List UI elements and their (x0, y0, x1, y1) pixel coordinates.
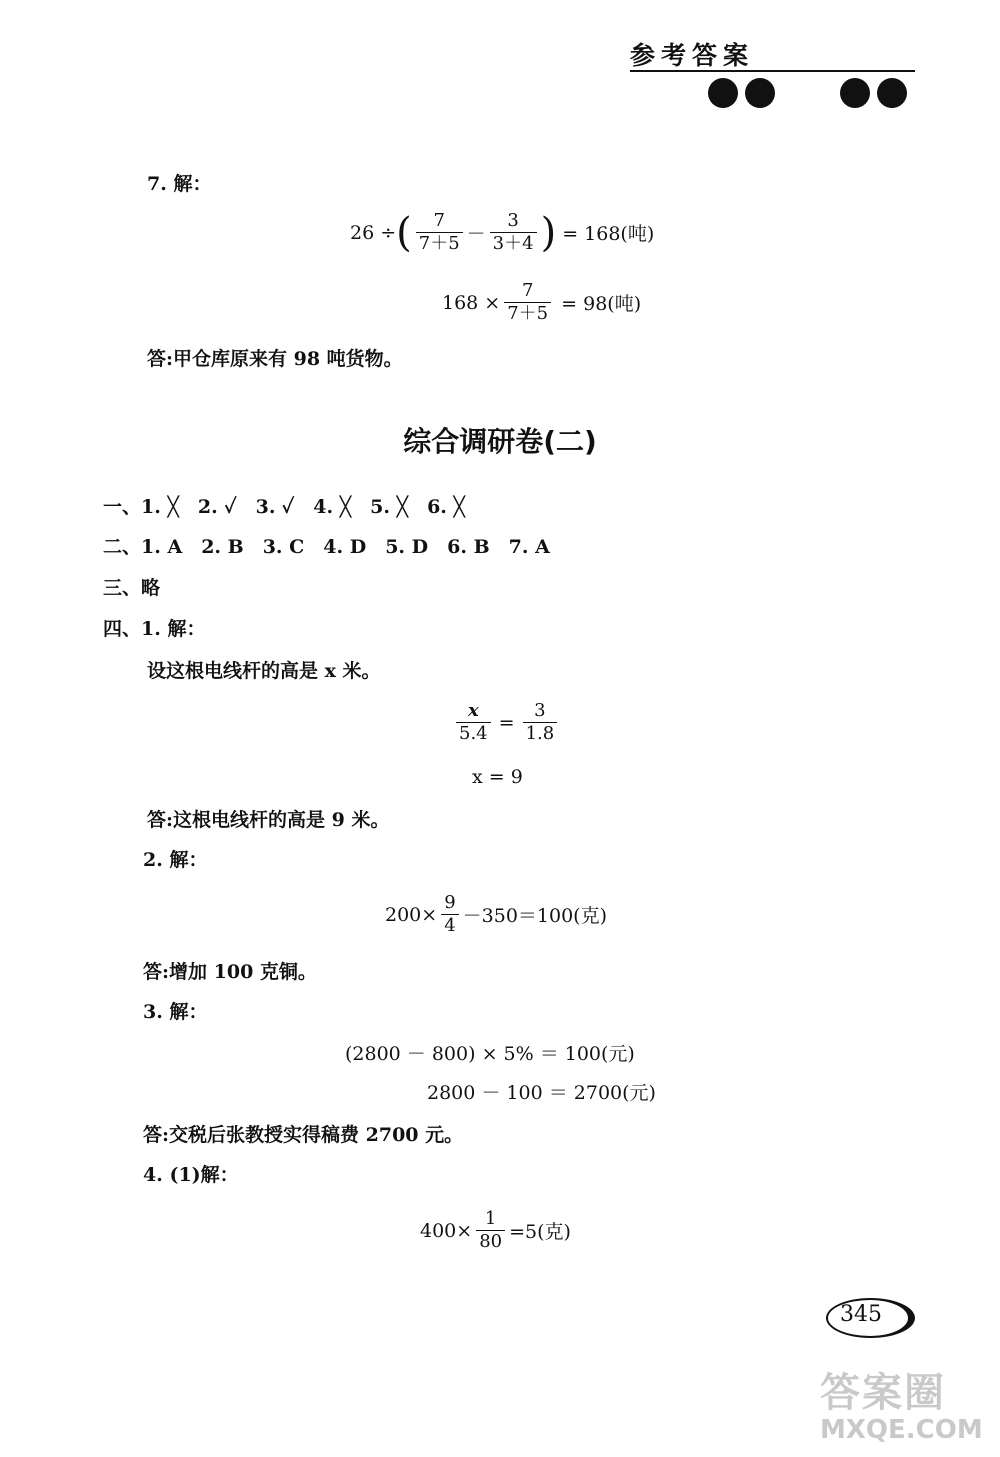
fraction (456, 700, 491, 745)
q7-equation-1 (350, 210, 654, 255)
minus-sign: － (466, 223, 486, 245)
q4-1-label: 四、1. 解： (103, 618, 206, 640)
part1-answers: 一、1. ╳ 2. ✓ 3. ✓ 4. ╳ 5. ╳ 6. ╳ (103, 496, 465, 518)
q4-3-label: 3. 解： (143, 1001, 208, 1023)
header-decoration-dot (745, 78, 775, 108)
denominator: 7＋5 (504, 302, 551, 325)
q4-1-answer: 答:这根电线杆的高是 9 米。 (147, 809, 390, 831)
watermark-url: MXQE.COM (820, 1415, 983, 1445)
fraction (504, 280, 551, 325)
q7-answer: 答:甲仓库原来有 98 吨货物。 (147, 348, 403, 370)
header-decoration-dot (840, 78, 870, 108)
q4-4-equation (420, 1208, 571, 1253)
page-number: 345 (840, 1302, 882, 1327)
denominator: 3＋4 (490, 232, 537, 255)
q4-1-setup: 设这根电线杆的高是 x 米。 (147, 660, 381, 682)
fraction (416, 210, 463, 255)
q7-eq1-lead: 26 ÷ (350, 221, 397, 244)
header-divider (630, 70, 915, 72)
denominator: 1.8 (523, 722, 558, 745)
header-decoration-dot (708, 78, 738, 108)
q4-4-label: 4. (1)解： (143, 1164, 239, 1186)
q7-eq2-result: = 98(吨) (561, 293, 642, 315)
q4-2-label: 2. 解： (143, 849, 208, 871)
header-decoration-dot (877, 78, 907, 108)
denominator: 5.4 (456, 722, 491, 745)
q4-1-result: x = 9 (472, 766, 523, 788)
q7-label: 7. 解： (147, 173, 212, 195)
q4-3-equation-2: 2800 － 100 ＝ 2700(元) (427, 1082, 656, 1104)
denominator: 80 (476, 1230, 505, 1253)
q4-4-eq-lead: 400× (420, 1219, 473, 1242)
q7-eq2-lead: 168 × (442, 291, 501, 314)
q4-4-eq-result: =5(克) (509, 1221, 571, 1243)
right-paren: ) (540, 209, 557, 256)
q7-eq1-result: = 168(吨) (562, 223, 655, 245)
q4-2-eq-lead: 200× (385, 903, 438, 926)
watermark (820, 1370, 995, 1450)
q4-2-eq-result: －350＝100(克) (462, 905, 607, 927)
q4-3-answer: 答:交税后张教授实得稿费 2700 元。 (143, 1124, 464, 1146)
numerator: x (467, 700, 479, 721)
q7-equation-2 (442, 280, 641, 325)
numerator: 3 (534, 700, 546, 721)
fraction (490, 210, 537, 255)
part3-answers: 三、略 (103, 577, 161, 599)
fraction (441, 892, 458, 937)
q4-1-proportion (452, 700, 561, 745)
q4-2-equation (385, 892, 607, 937)
section-title: 综合调研卷(二) (403, 425, 597, 458)
fraction (476, 1208, 505, 1253)
q4-2-answer: 答:增加 100 克铜。 (143, 961, 317, 983)
denominator: 4 (441, 914, 458, 937)
numerator: 1 (484, 1208, 497, 1229)
part2-answers: 二、1. A 2. B 3. C 4. D 5. D 6. B 7. A (103, 536, 550, 558)
denominator: 7＋5 (416, 232, 463, 255)
numerator: 7 (433, 210, 445, 231)
equals-sign: = (498, 711, 515, 734)
fraction (523, 700, 558, 745)
numerator: 3 (507, 210, 519, 231)
left-paren: ( (396, 209, 412, 256)
numerator: 9 (444, 892, 456, 913)
header-title: 参考答案 (630, 41, 755, 70)
numerator: 7 (521, 280, 534, 301)
watermark-logo-text: 答案圈 (820, 1370, 946, 1416)
q4-3-equation-1: (2800 － 800) × 5% ＝ 100(元) (345, 1043, 635, 1065)
